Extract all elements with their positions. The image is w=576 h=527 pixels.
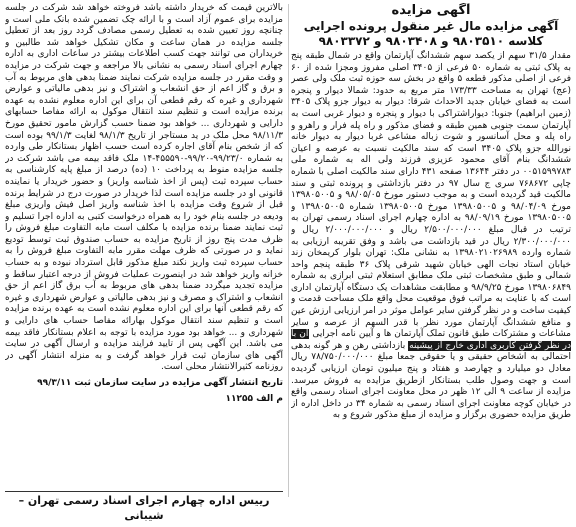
file-numbers: کلاسه ۹۸۰۳۵۱۰ و ۹۸۰۳۴۰۸ و ۹۸۰۳۳۷۲ <box>318 34 544 48</box>
description-text-1: مقدار ۳۱/۵ سهم از یکصد سهم ششدانگ آپارتمان واقع در شمال طبقه پنج به پلاک ثبتی به شماره ۵۰ فرعی از ۳۴۰۵ اصلی مفروز ومجزا شده از ۶۰ فرعی از اصلی مذکور قطعه ۵ واقع در بخش سه حوزه ثبت ملک ولی عصر (عج) تهران به مساحت ۱۷۳/۳۳ متر مربع به حدود: شمالا دیوار و پنجره است به فضای خیابان جدید الاحداث شرقا: دیوار به دیوار جزو پلاک ۳۴۰۵ (زمین ابراهیم) جنوبا: دیواراشتراکی با دیوار و پنجره و دیوار غربی است به آپارتمان سمت جنوبی همین طبقه و فضای مذکور و راه پله فرار و راهرو و راه پله و محل آسانسور و شوت زباله مشاعی غربا دیوار به دیوار خانه نورالله جزو پلاک ۳۴۰۵ است که سند مالکیت نسبت به عرصه و اعیان ششدانگ بنام آقای محمود عزیزی فرزند ولی اله به شماره ملی ۰۰۵۱۵۹۹۷۸۳ در دفتر ۱۳۶۴۴ صفحه ۴۳۱ دارای سند مالکیت اصلی با شماره چاپی ۷۶۸۶۷۲ سری ج سال ۹۷ در دفتر بازداشتی و پرونده ثبتی و سند مالکیت قید گردیده است و به موجب دستور مورخ ۹۸/۰۵/۰۵ و ۱۳۹۸۰۵۰۰۵ مورخ ۹۸/۰۴/۰۹ و ۱۳۹۸۰۵۰۰۵ مورخ ۱۳۹۸۰۵۰۰۵ شماره ۱۳۹۸۰۵۰۰۵ و ۱۳۹۸۰۵۰۰۵ مورخ ۹۸/۰۹/۱۹ به اداره چهارم اجرای اسناد رسمی تهران به ترتیب در قبال مبلغ ۲/۵۰۰/۰۰۰/۰۰۰ ریال و ۲/۰۰۰/۰۰۰/۰۰۰ ریال و ۲/۳۰۰/۰۰۰/۰۰۰ ریال در قید بازداشت می باشد و وفق تقریبه ارزیابی به شماره وارده ۱۳۹۸۰۲۱۰۲۶۹۸۹ به نشانی ملک: تهران بلوار کریمخان زند خیابان استاد نجات الهی خیابان شهید شرقی پلاک ۳۶ طبقه پنجم واحد شمالی و طبق مشخصات ثبتی ملک مطابق استعلام ثبتی ابرازی به شماره ۱۳۹۸۰۶۸۴۹ مورخ ۹۸/۹/۲۵ و مطابقت مشاهدات یک دستگاه آپارتمان اداری است که با عنایت به مراتب فوق موقعیت محل واقع ملک مساحت قدمت و کیفیت ساخت و در نظر گرفتن سایر عوامل موثر در امر ارزیابی ارزش عین و منافع ششدانگ آپارتمان مورد نظر با قدر السهم از عرصه و سایر مشاعات و مشترکات طبق قانون تملک آپارتمان ها و آیین نامه اجرایی <box>291 51 571 340</box>
publication-date: تاریخ انتشار آگهی مزایده در سایت سازمان ثبت ۹۹/۳/۱۱ <box>37 378 283 388</box>
notice-title: آگهی مزایده <box>391 3 471 18</box>
right-column <box>291 3 571 523</box>
notice-header <box>291 3 571 49</box>
signatory: رییس اداره چهارم اجرای اسناد رسمی تهران – شیبانی <box>18 494 270 522</box>
highlighted-phrase: آن با در نظر گرفتن کاربری اداری خارج از پیشینه <box>291 329 571 351</box>
property-description <box>291 51 571 422</box>
signature-footer <box>5 491 283 523</box>
reference-code: م الف ۱۱۲۵۵ <box>225 393 283 404</box>
left-column <box>5 3 283 523</box>
notice-subtitle: آگهی مزایده مال غیر منقول پرونده اجرایی <box>303 19 559 33</box>
auction-terms: بالاترین قیمت که خریدار داشته باشد فروخته خواهد شد شرکت در جلسه مزایده برای عموم آزاد است و با ارائه چک تضمین شده بانک ملی است و چنانچه روز تعیین شده به تعطیل رسمی مصادف گردد روز بعد از تعطیل جلسه مزایده در همان ساعت و مکان تشکیل خواهد شد طالبین و خریداران می توانند جهت کسب اطلاعات بیشتر در ساعات اداری به اداره چهارم اجرای اسناد رسمی به نشانی بالا مراجعه و جهت شرکت در مزایده و وقت مقرر در جلسه مزایده شرکت نمایند ضمنا بدهی های مربوط به آب و برق و گاز اعم از حق انشعاب و اشتراک و نیز بدهی مالیاتی و عوارض شهرداری و غیره که رقم قطعی آن برای این اداره معلوم نشده به عهده برنده مزایده است و تنظیم سند انتقال موکول به ارائه مفاصا حسابهای دارایی و شهرداری ... خواهد بود ضمنا حسب گزارش مامور تحقیق مورخ ۹۸/۱۱/۳ محل ملک در ید مستاجر از تاریخ ۹۸/۱/۳ لغایت ۹۹/۱/۳ بوده است که از شخص بنام آقای اجاره کرده است حسب اظهار بستانکار طی وارده به شماره ۹۹/۲۳/۰-۹۹/۲۰-۴۵۵۵۹۰-۱۴ ملک فاقد بیمه می باشد شرکت در جلسه مزایده منوط به پرداخت ۱۰ (ده) درصد از مبلغ پایه کارشناسی به حساب سپرده ثبت (پس از اخذ شناسه واریز) و حضور خریدار یا نماینده قانونی او در جلسه مزایده است لذا خریدار در صورت درج در شرایط برنده قبل از شروع وقت مزایده با اخذ شناسه واریز اصل فیش واریزی مبلغ ودیعه در جلسه بنام خود را به همراه درخواست کتبی به اداره اجرا تسلیم و ثبت نمایند ضمنا برنده مزایده با مکلف است مابه التفاوت مبلغ فروش را ظرف مدت پنج روز از تاریخ مزایده به حساب صندوق ثبت توسط تودیع نماید و در صورتی که ظرف مهلت مقرر مابه التفاوت مبلغ فروش را به حساب سپرده ثبت واریز نکند مبلغ مذکور قابل استرداد نبوده و به حساب خزانه واریز خواهد شد در اینصورت عملیات فروش از درجه اعتبار ساقط و مزایده تجدید میگردد ضمنا بدهی های مربوط به آب برق گاز اعم از حق انشعاب و اشتراک و مصرف و نیز بدهی مالیاتی و عوارض شهرداری و غیره که رقم قطعی آنها برای این اداره معلوم نشده است به عهده برنده مزایده است و تنظیم سند انتقال موکول بهارائه مفاصا حساب های دارایی و شهرداری و ... خواهد بود مورد مزایده با توجه به اعلام بستانکار فاقد بیمه می باشد. این آگهی پس از تایید فرایند مزایده و ارسال آگهی در سایت آگهی های سازمان ثبت قرار خواهد گرفت و به منزله انتشار آگهی در روزنامه کثیرالانتشار محلی است. <box>5 3 283 373</box>
footer-rule <box>5 491 283 492</box>
description-text-2: بازداشتی رهن و هر گونه بدهی احتمالی به اشخاص حقیقی و یا حقوقی جمعا مبلغ ۷۸/۷۵۰/۰۰۰/۰۰۰ ریال معادل دو میلیارد و چهارصد و هفتاد و پنج میلیون تومان ارزیابی گردیده است و جهت وصول طلب بستانکار ازطریق مزایده به فروش میرسد. مزایده از ساعت ۹ الی ۱۲ ظهر در محل معاونت اجرای اسناد رسمی واقع در خیابان کوچه معاونت اجرای اسناد رسمی به شماره ۳۴ در داخل اداره از طریق مزایده حضوری برگزار و مزایده از مبلغ مذکور شروع و به <box>291 340 571 421</box>
column-divider <box>288 4 289 497</box>
